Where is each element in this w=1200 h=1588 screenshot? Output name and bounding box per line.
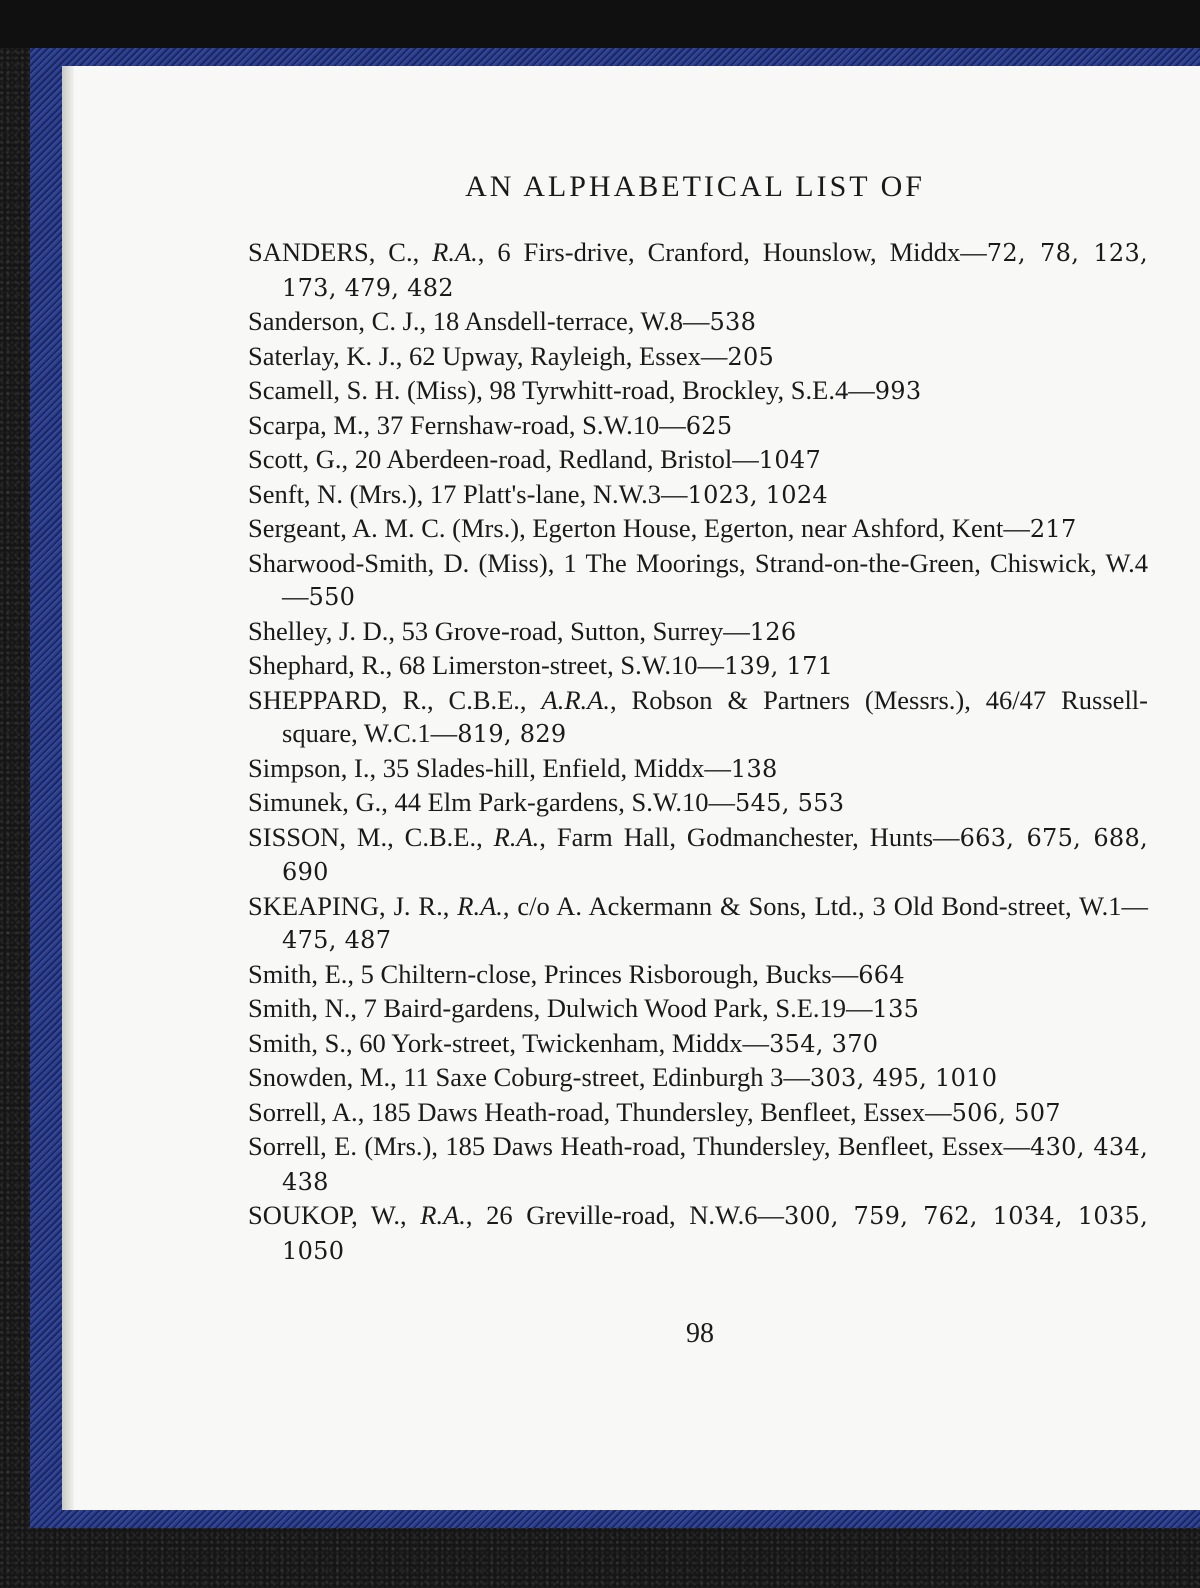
entry-numbers: 664: [858, 960, 905, 989]
entry-numbers: 1023, 1024: [687, 480, 828, 509]
entry-address: , 5 Chiltern-close, Princes Risborough, Bucks—: [347, 958, 859, 989]
entry-numbers: 72, 78, 123, 173, 479, 482: [282, 239, 1148, 302]
entry-name: Shelley, J. D.: [248, 615, 389, 646]
entry-address: , Robson & Partners (Messrs.), 46/47 Russell-square, W.C.1—: [282, 684, 1148, 748]
list-entry: [248, 890, 1148, 958]
list-entry: [248, 340, 1148, 375]
entry-name: Scamell, S. H. (Miss): [248, 375, 477, 405]
entry-numbers: 430, 434, 438: [282, 1133, 1148, 1196]
entry-address: , 44 Elm Park-gardens, S.W.10—: [381, 787, 736, 817]
entry-numbers: 217: [1029, 515, 1077, 543]
background-top: [0, 0, 1200, 48]
entry-address: , 68 Limerston-street, S.W.10—: [385, 650, 724, 680]
entry-name: Shephard, R.: [248, 650, 386, 680]
list-entry: [248, 786, 1148, 821]
entry-address: , 11 Saxe Coburg-street, Edinburgh 3—: [390, 1062, 810, 1092]
entry-name: Smith, S.: [248, 1027, 346, 1058]
entry-name: Simpson, I.: [248, 752, 370, 783]
list-entry: [248, 1027, 1148, 1062]
entry-numbers: 205: [727, 342, 775, 371]
entry-address: , 37 Fernshaw-road, S.W.10—: [363, 409, 686, 440]
entry-address: , 18 Ansdell-terrace, W.8—: [419, 306, 710, 336]
entry-numbers: 625: [685, 411, 733, 440]
entry-address: , 185 Daws Heath-road, Thundersley, Benfleet, Essex—: [357, 1096, 952, 1127]
entry-name: Sorrell, E. (Mrs.): [248, 1131, 432, 1161]
list-entry: [248, 1096, 1148, 1131]
entry-address: , 26 Greville-road, N.W.6—: [465, 1200, 784, 1230]
list-entry: [248, 236, 1148, 305]
list-entry: [248, 305, 1148, 340]
entry-name: Scott, G.: [248, 444, 342, 474]
entry-name: SISSON, M., C.B.E.,: [248, 821, 494, 852]
entry-title: R.A.: [432, 237, 478, 267]
entry-numbers: 139, 171: [723, 652, 834, 680]
entry-address: , c/o A. Ackermann & Sons, Ltd., 3 Old Bond-street, W.1—: [502, 890, 1149, 921]
entry-name: Simunek, G.: [248, 787, 382, 817]
entry-name: SANDERS, C.,: [248, 237, 433, 267]
entry-list: [248, 236, 1148, 1268]
entry-numbers: 126: [749, 617, 797, 646]
entry-name: Saterlay, K. J.: [248, 340, 396, 371]
entry-numbers: 475, 487: [282, 926, 392, 954]
list-entry: [248, 547, 1148, 615]
entry-title: A.R.A.: [541, 684, 610, 715]
entry-title: R.A.: [457, 890, 503, 921]
list-entry: [248, 1130, 1148, 1199]
entry-numbers: 545, 553: [735, 789, 845, 817]
entry-address: , 60 York-street, Twickenham, Middx—: [345, 1027, 770, 1058]
entry-name: Sergeant, A. M. C. (Mrs.): [248, 513, 520, 543]
entry-numbers: 300, 759, 762, 1034, 1035, 1050: [282, 1202, 1148, 1265]
entry-numbers: 354, 370: [769, 1029, 879, 1058]
entry-numbers: 1047: [758, 446, 822, 474]
entry-name: Scarpa, M.: [248, 409, 364, 440]
entry-numbers: 550: [308, 583, 356, 611]
entry-name: Senft, N. (Mrs.): [248, 478, 417, 509]
entry-address: , 185 Daws Heath-road, Thundersley, Benfleet, Essex—: [431, 1131, 1030, 1161]
entry-name: Sorrell, A.: [248, 1096, 358, 1127]
page-title: AN ALPHABETICAL LIST OF: [465, 170, 925, 203]
page-gutter-shadow: [62, 66, 74, 1510]
entry-address: , 6 Firs-drive, Cranford, Hounslow, Middx—: [477, 237, 987, 267]
entry-name: Sanderson, C. J.: [248, 306, 420, 336]
entry-address: , 53 Grove-road, Sutton, Surrey—: [388, 615, 750, 646]
entry-address: , Farm Hall, Godmanchester, Hunts—: [539, 821, 960, 852]
entry-title: R.A.: [493, 821, 540, 852]
list-entry: [248, 684, 1148, 752]
entry-numbers: 135: [872, 995, 920, 1023]
list-entry: [248, 443, 1148, 478]
entry-numbers: 506, 507: [951, 1098, 1061, 1127]
list-entry: [248, 615, 1148, 650]
entry-address: , 35 Slades-hill, Enfield, Middx—: [369, 752, 731, 783]
list-entry: [248, 649, 1148, 684]
entry-title: R.A.: [420, 1200, 466, 1230]
list-entry: [248, 958, 1148, 993]
list-entry: [248, 478, 1148, 513]
list-entry: [248, 752, 1148, 787]
entry-name: SKEAPING, J. R.,: [248, 890, 458, 921]
entry-name: Sharwood-Smith, D. (Miss): [248, 547, 548, 578]
list-entry: [248, 1199, 1148, 1268]
entry-name: Snowden, M.: [248, 1062, 391, 1092]
entry-address: , Egerton House, Egerton, near Ashford, Kent—: [519, 513, 1030, 543]
entry-address: , 7 Baird-gardens, Dulwich Wood Park, S.E.19—: [350, 993, 873, 1023]
list-entry: [248, 992, 1148, 1027]
entry-numbers: 538: [709, 308, 757, 336]
entry-address: , 98 Tyrwhitt-road, Brockley, S.E.4—: [476, 375, 875, 405]
entry-name: Smith, E.: [248, 958, 348, 989]
list-entry: [248, 1061, 1148, 1096]
entry-name: Smith, N.: [248, 993, 351, 1023]
entry-address: , 62 Upway, Rayleigh, Essex—: [395, 340, 728, 371]
list-entry: [248, 512, 1148, 547]
entry-numbers: 303, 495, 1010: [809, 1064, 998, 1092]
entry-address: , 1 The Moorings, Strand-on-the-Green, Chiswick, W.4—: [282, 547, 1148, 611]
list-entry: [248, 821, 1148, 890]
entry-numbers: 819, 829: [457, 720, 567, 748]
entry-name: SHEPPARD, R., C.B.E.,: [248, 684, 542, 715]
entry-numbers: 663, 675, 688, 690: [282, 823, 1148, 886]
entry-address: , 17 Platt's-lane, N.W.3—: [416, 478, 688, 509]
page-number: 98: [686, 1318, 714, 1349]
list-entry: [248, 409, 1148, 444]
entry-numbers: 138: [730, 754, 778, 783]
entry-address: , 20 Aberdeen-road, Redland, Bristol—: [341, 444, 759, 474]
entry-numbers: 993: [874, 377, 922, 405]
entry-name: SOUKOP, W.,: [248, 1200, 421, 1230]
list-entry: [248, 374, 1148, 409]
